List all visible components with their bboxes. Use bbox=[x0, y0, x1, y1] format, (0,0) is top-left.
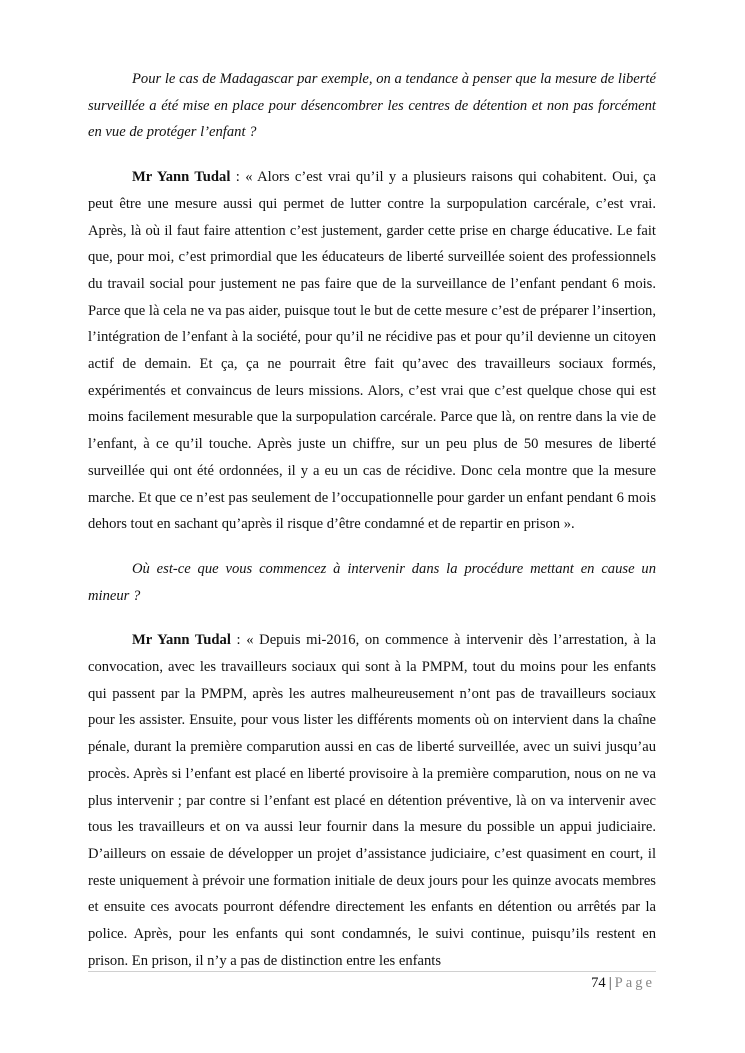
question-paragraph: Pour le cas de Madagascar par exemple, on a tendance à penser que la mesure de liberté surveillée a été mise en place pour désencombrer les centres de détention et non pas forcément en vue de protéger l’enfant ? bbox=[88, 71, 656, 141]
page-label: Page bbox=[614, 975, 655, 991]
answer-paragraph bbox=[88, 164, 656, 538]
speaker-name: Mr Yann Tudal bbox=[132, 632, 231, 649]
answer-text: : « Alors c’est vrai qu’il y a plusieurs raisons qui cohabitent. Oui, ça peut être une mesure aussi qui permet de lutter contre la surpopulation carcérale, c’est vrai. Après, là où il faut faire attention c’est justement, garder cette prise en charge éducative. Le fait que, pour moi, c’est primordial que les éducateurs de liberté surveillée soient des professionnels du travail social pour justement ne pas faire que de la surveillance de l’enfant pendant 6 mois. Parce que là cela ne va pas aider, puisque tout le but de cette mesure c’est de préparer l’insertion, l’intégration de l’enfant à la société, pour qu’il ne récidive pas et pour qu’il devienne un citoyen actif de demain. Et ça, ça ne pourrait être fait qu’avec des travailleurs sociaux formés, expérimentés et convaincus de leurs missions. Alors, c’est vrai que c’est quelque chose qui est moins facilement mesurable que la surpopulation carcérale. Parce que là, on rentre dans la vie de l’enfant, à ce qu’il touche. Après juste un chiffre, sur un peu plus de 50 mesures de liberté surveillée qui ont été ordonnées, il y a eu un cas de récidive. Donc cela montre que la mesure marche. Et que ce n’est pas seulement de l’occupationnelle pour garder un enfant pendant 6 mois dehors tout en sachant qu’après il risque d’être condamné et de repartir en prison ». bbox=[88, 169, 656, 533]
page-number: 74 bbox=[591, 975, 606, 991]
footer-separator: | bbox=[608, 975, 612, 991]
answer-paragraph bbox=[88, 627, 656, 974]
question-paragraph: Où est-ce que vous commencez à intervenir dans la procédure mettant en cause un mineur ? bbox=[88, 560, 656, 604]
document-body bbox=[88, 66, 656, 993]
answer-text: : « Depuis mi-2016, on commence à intervenir dès l’arrestation, à la convocation, avec les travailleurs sociaux qui sont à la PMPM, tout du moins pour les enfants qui passent par la PMPM, après les autres malheureusement n’ont pas de travailleurs sociaux pour les assister. Ensuite, pour vous lister les différents moments où on intervient dans la chaîne pénale, durant la première comparution aussi en cas de liberté surveillée, avec un suivi jusqu’au procès. Après si l’enfant est placé en liberté provisoire à la première comparution, nous on ne va plus intervenir ; par contre si l’enfant est placé en détention préventive, là on va intervenir avec tous les travailleurs et on va aussi leur fournir dans la mesure du possible un appui judiciaire. D’ailleurs on essaie de développer un projet d’assistance judiciaire, c’est quasiment en court, il reste uniquement à prévoir une formation initiale de deux jours pour les quinze avocats membres et ensuite ces avocats pourront défendre directement les enfants en détention ou arrêtés par la police. Après, pour les enfants qui sont condamnés, le suivi continue, puisqu’ils restent en prison. En prison, il n’y a pas de distinction entre les enfants bbox=[88, 632, 656, 969]
footer-divider bbox=[88, 971, 656, 972]
speaker-name: Mr Yann Tudal bbox=[132, 169, 231, 186]
page-footer bbox=[591, 975, 655, 992]
